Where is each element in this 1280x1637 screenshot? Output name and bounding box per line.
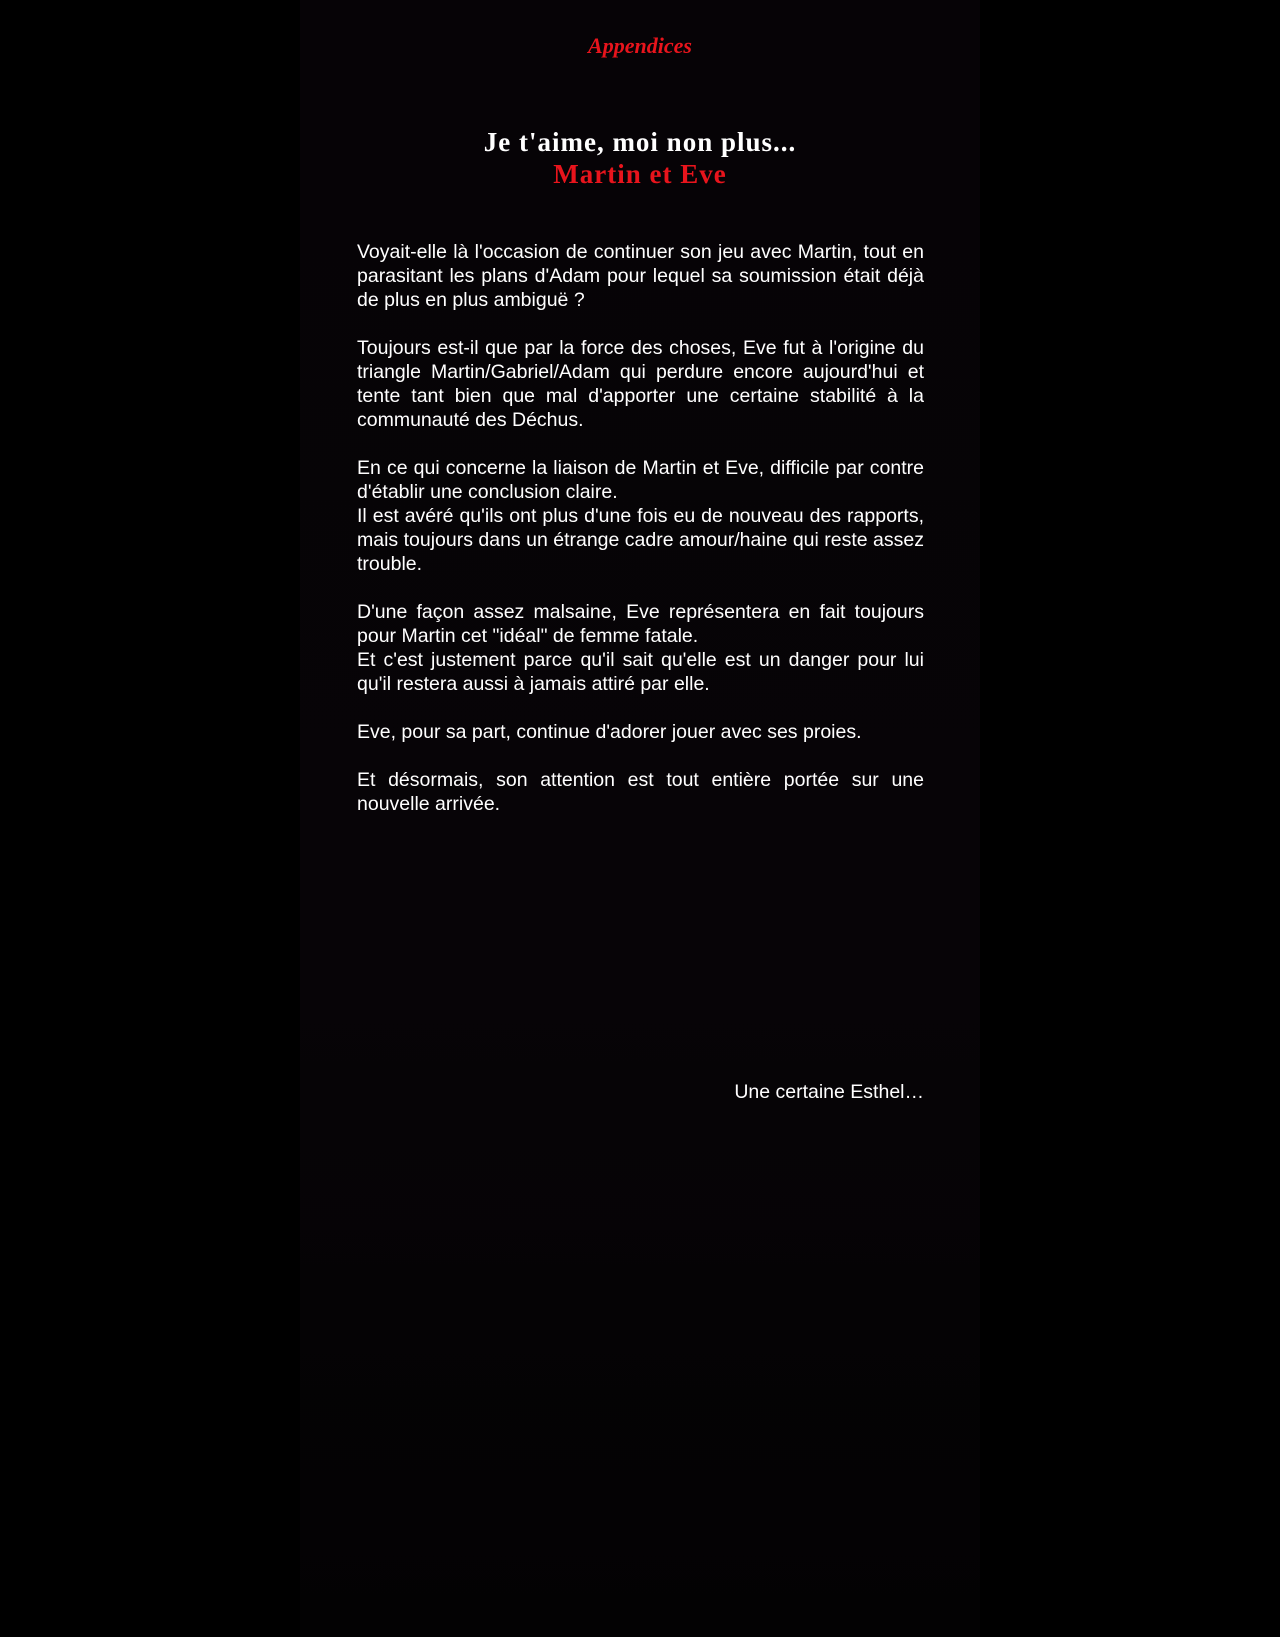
paragraph-line: D'une façon assez malsaine, Eve représentera en fait toujours pour Martin cet "idéal" de femme fatale. bbox=[357, 601, 924, 647]
paragraph-5 bbox=[357, 720, 924, 744]
paragraph-3 bbox=[357, 456, 924, 576]
signature: Une certaine Esthel… bbox=[734, 1081, 924, 1103]
paragraph-1 bbox=[357, 240, 924, 312]
paragraph-line: Et désormais, son attention est tout entière portée sur une nouvelle arrivée. bbox=[357, 769, 924, 815]
paragraph-6 bbox=[357, 768, 924, 816]
article-body bbox=[357, 240, 924, 840]
title-line-1: Je t'aime, moi non plus... bbox=[483, 127, 797, 157]
paragraph-line: En ce qui concerne la liaison de Martin et Eve, difficile par contre d'établir une conclusion claire. bbox=[357, 457, 924, 503]
title-line-2: Martin et Eve bbox=[553, 159, 727, 189]
appendices-link[interactable]: Appendices bbox=[588, 33, 692, 58]
paragraph-line: Et c'est justement parce qu'il sait qu'elle est un danger pour lui qu'il restera aussi à jamais attiré par elle. bbox=[357, 649, 924, 695]
paragraph-line: Voyait-elle là l'occasion de continuer son jeu avec Martin, tout en parasitant les plans d'Adam pour lequel sa soumission était déjà de plus en plus ambiguë ? bbox=[357, 241, 924, 311]
paragraph-line: Eve, pour sa part, continue d'adorer jouer avec ses proies. bbox=[357, 721, 862, 743]
paragraph-line: Toujours est-il que par la force des choses, Eve fut à l'origine du triangle Martin/Gabriel/Adam qui perdure encore aujourd'hui et tente tant bien que mal d'apporter une certaine stabilité à la communauté des Déchus. bbox=[357, 337, 924, 431]
page-title bbox=[0, 126, 1280, 190]
paragraph-2 bbox=[357, 336, 924, 432]
paragraph-line: Il est avéré qu'ils ont plus d'une fois eu de nouveau des rapports, mais toujours dans un étrange cadre amour/haine qui reste assez trouble. bbox=[357, 505, 924, 575]
paragraph-4 bbox=[357, 600, 924, 696]
